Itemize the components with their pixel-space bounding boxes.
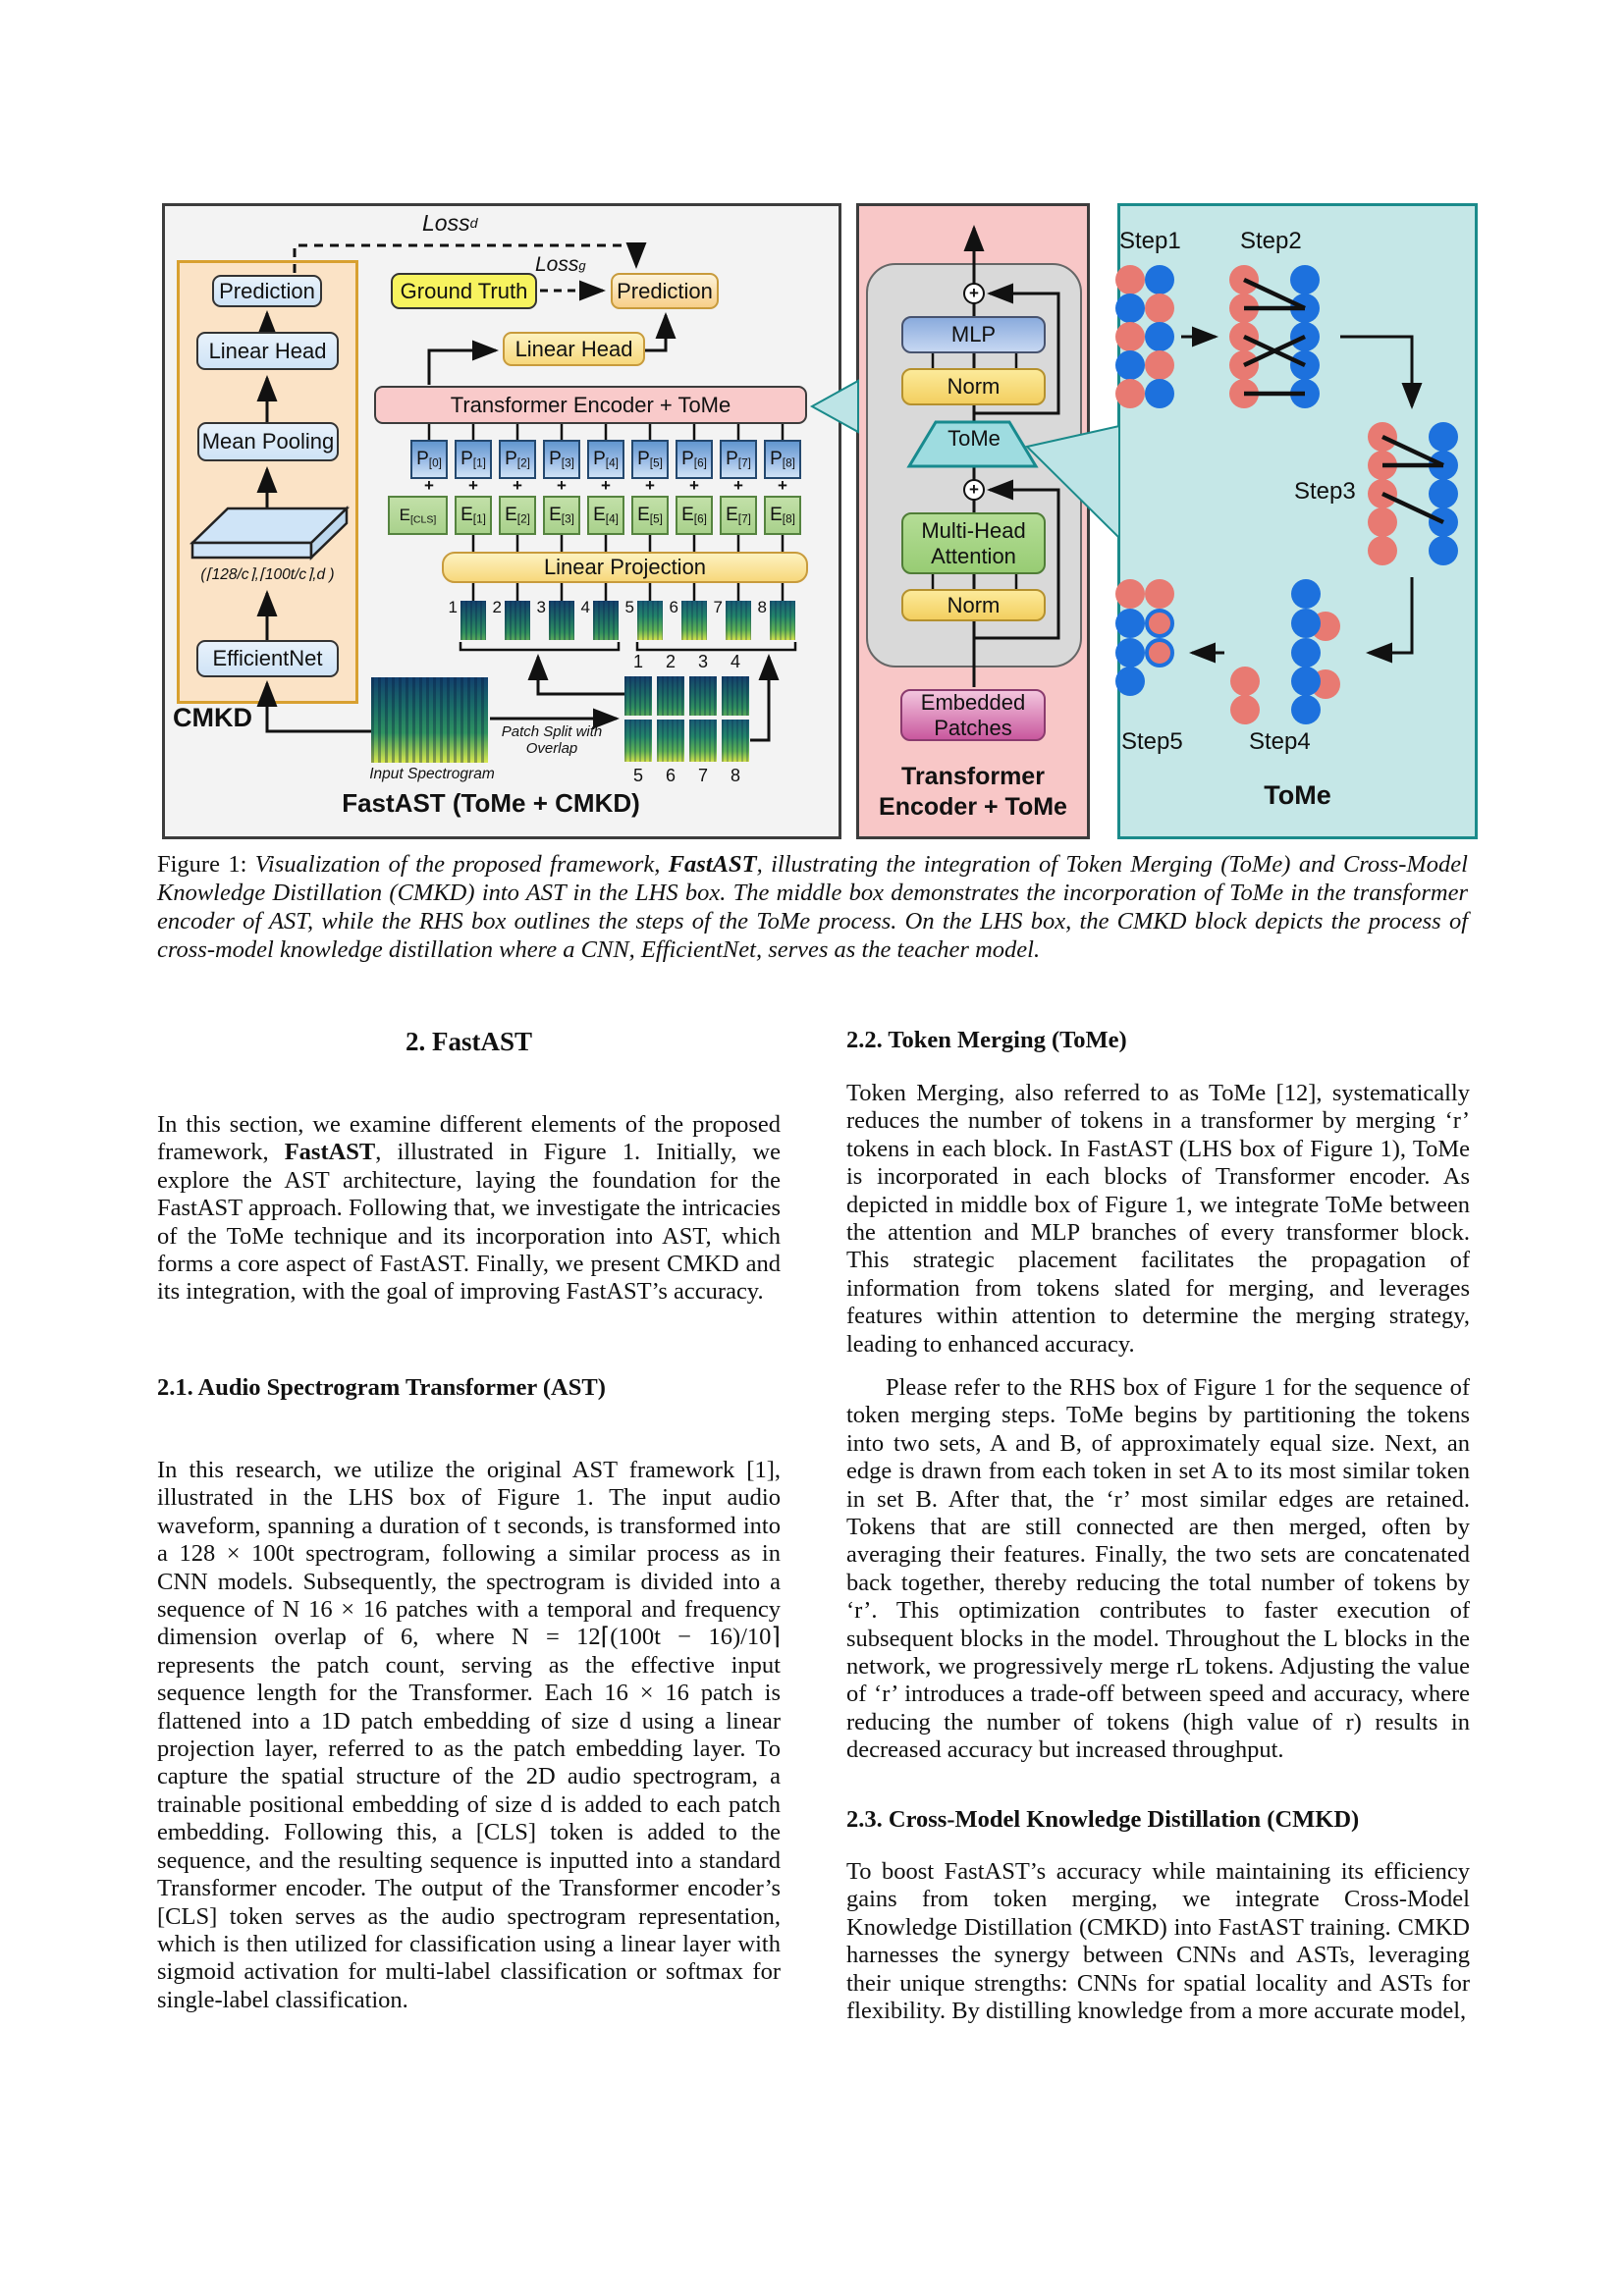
patch-thumbnail bbox=[637, 601, 663, 640]
token-dot bbox=[1115, 350, 1145, 380]
grid-cell bbox=[657, 720, 684, 762]
token-dot bbox=[1145, 265, 1174, 294]
patch-number: 2 bbox=[492, 598, 502, 616]
token-dot bbox=[1229, 322, 1259, 351]
step-label: Step1 bbox=[1119, 228, 1181, 254]
patch-number: 7 bbox=[713, 598, 723, 616]
cmkd-box bbox=[177, 260, 358, 704]
token-dot bbox=[1115, 667, 1145, 696]
figure-caption: Figure 1: Visualization of the proposed framework, FastAST, illustrating the integration of Token Merging (ToMe) and Cross-Model Knowledge Distillation (CMKD) into AST in the LHS box. The middle box demonstrates the incorporation of ToMe in the transformer encoder of AST, while the RHS box outlines the steps of the ToMe process. On the LHS box, the CMKD block depicts the process of cross-model knowledge distillation where a CNN, EfficientNet, serves as the teacher model. bbox=[157, 851, 1468, 963]
grid-number-top: 3 bbox=[697, 652, 708, 671]
loss-d-label: Loss d bbox=[422, 210, 478, 236]
token-dot bbox=[1291, 638, 1321, 667]
grid-number-top: 1 bbox=[632, 652, 643, 671]
section-2-heading: 2. FastAST bbox=[405, 1027, 532, 1056]
section-2-2-para1: Token Merging, also referred to as ToMe [12], systematically reduces the number of tokens in a transformer by merging ‘r’ tokens in each block. In FastAST (LHS box of Figure 1), ToMe is incorporated in each blocks of Transformer encoder. As depicted in middle box of Figure 1, we integrate ToMe between the attention and MLP branches of every transformer block. This strategic placement facilitates the propagation of information from tokens slated for merging, and leverages features within attention to determine the merging strategy, leading to enhanced accuracy. bbox=[846, 1080, 1470, 1358]
patch-number: 6 bbox=[669, 598, 678, 616]
token-dot bbox=[1229, 265, 1259, 294]
token-dot bbox=[1145, 294, 1174, 323]
emb-token: E[3] bbox=[543, 496, 580, 535]
emb-token: E[CLS] bbox=[388, 496, 448, 535]
linear-head-box: Linear Head bbox=[503, 332, 645, 366]
pos-token: P[0] bbox=[410, 440, 448, 479]
token-dot bbox=[1115, 638, 1145, 667]
patch-number: 4 bbox=[580, 598, 590, 616]
token-dot bbox=[1145, 638, 1174, 667]
grid-cell bbox=[624, 676, 652, 716]
token-dot bbox=[1291, 667, 1321, 696]
ground-truth-box: Ground Truth bbox=[391, 273, 537, 309]
grid-cell bbox=[624, 720, 652, 762]
grid-number-top: 4 bbox=[730, 652, 740, 671]
token-dot bbox=[1290, 322, 1320, 351]
token-dot bbox=[1229, 379, 1259, 408]
cmkd-label: CMKD bbox=[173, 703, 252, 732]
norm-bottom-box: Norm bbox=[901, 589, 1046, 621]
plus-sign: + bbox=[778, 476, 787, 495]
token-dot bbox=[1368, 536, 1397, 565]
pos-token: P[8] bbox=[764, 440, 801, 479]
token-dot bbox=[1368, 451, 1397, 480]
emb-token: E[4] bbox=[587, 496, 624, 535]
token-dot bbox=[1290, 350, 1320, 380]
token-dot bbox=[1115, 322, 1145, 351]
cmkd-prediction-box: Prediction bbox=[212, 275, 322, 307]
token-dot bbox=[1145, 379, 1174, 408]
feature-map-slab bbox=[187, 506, 353, 562]
grid-cell bbox=[657, 676, 684, 716]
rhs-title: ToMe bbox=[1264, 780, 1331, 810]
patch-thumbnail bbox=[681, 601, 707, 640]
pos-token: P[4] bbox=[587, 440, 624, 479]
token-dot bbox=[1230, 695, 1260, 724]
token-dot bbox=[1368, 507, 1397, 537]
grid-cell bbox=[722, 720, 749, 762]
token-dot bbox=[1115, 265, 1145, 294]
grid-number-bottom: 5 bbox=[632, 766, 643, 785]
patch-number: 1 bbox=[448, 598, 458, 616]
patch-thumbnail bbox=[770, 601, 795, 640]
lhs-title: FastAST (ToMe + CMKD) bbox=[342, 788, 640, 818]
token-dot bbox=[1230, 667, 1260, 696]
emb-token: E[6] bbox=[676, 496, 713, 535]
cmkd-mean-pooling-box: Mean Pooling bbox=[197, 422, 339, 461]
token-dot bbox=[1429, 422, 1458, 452]
loss-g-label: Loss g bbox=[535, 253, 586, 276]
input-spectrogram-label: Input Spectrogram bbox=[369, 766, 495, 782]
emb-token: E[2] bbox=[499, 496, 536, 535]
plus-sign: + bbox=[513, 476, 522, 495]
step-label: Step5 bbox=[1121, 728, 1183, 755]
pos-token: P[7] bbox=[720, 440, 757, 479]
plus-sign: + bbox=[424, 476, 434, 495]
token-dot bbox=[1145, 579, 1174, 609]
token-dot bbox=[1429, 479, 1458, 508]
token-dot bbox=[1290, 379, 1320, 408]
efficientnet-box: EfficientNet bbox=[196, 640, 339, 677]
mlp-box: MLP bbox=[901, 316, 1046, 353]
residual-add-bottom-icon: + bbox=[963, 479, 985, 501]
prediction-box: Prediction bbox=[611, 273, 719, 309]
plus-sign: + bbox=[557, 476, 567, 495]
cmkd-tensor-shape-label: (⌈128/c⌉,⌈100t/c⌉,d ) bbox=[200, 566, 335, 583]
step-label: Step3 bbox=[1294, 478, 1356, 505]
plus-sign: + bbox=[689, 476, 699, 495]
embedded-patches-box: Embedded Patches bbox=[900, 689, 1046, 741]
patch-number: 8 bbox=[757, 598, 767, 616]
token-dot bbox=[1115, 609, 1145, 638]
grid-cell bbox=[722, 676, 749, 716]
plus-sign: + bbox=[733, 476, 743, 495]
token-dot bbox=[1145, 350, 1174, 380]
token-dot bbox=[1115, 379, 1145, 408]
patch-number: 5 bbox=[624, 598, 634, 616]
emb-token: E[7] bbox=[720, 496, 757, 535]
emb-token: E[1] bbox=[455, 496, 492, 535]
section-2-3-heading: 2.3. Cross-Model Knowledge Distillation (CMKD) bbox=[846, 1806, 1360, 1833]
token-dot bbox=[1291, 695, 1321, 724]
patch-number: 3 bbox=[536, 598, 546, 616]
emb-token: E[5] bbox=[631, 496, 669, 535]
patch-split-label: Patch Split with Overlap bbox=[501, 723, 603, 757]
step-label: Step4 bbox=[1249, 728, 1311, 755]
token-dot bbox=[1429, 507, 1458, 537]
patch-thumbnail bbox=[505, 601, 530, 640]
pos-token: P[6] bbox=[676, 440, 713, 479]
token-dot bbox=[1368, 422, 1397, 452]
plus-sign: + bbox=[601, 476, 611, 495]
section-2-2-para2: Please refer to the RHS box of Figure 1 for the sequence of token merging steps. ToMe begins by partitioning the tokens into two sets, A and B, of approximately equal size. Next, an edge is drawn from each token in set A to its most similar token in set B. After that, the ‘r’ most similar edges are retained. Tokens that are still connected are then merged, often by averaging their features. Finally, the two sets are concatenated back together, thereby reducing the total number of tokens by ‘r’. This optimization contributes to faster execution of subsequent blocks in the model. Throughout the L blocks in the network, we progressively merge rL tokens. Adjusting the value of ‘r’ introduces a trade-off between speed and accuracy, where reducing the number of tokens (high value of r) results in decreased accuracy but increased throughput. bbox=[846, 1374, 1470, 1764]
tome-trapezoid-label: ToMe bbox=[947, 426, 1001, 451]
pos-token: P[1] bbox=[455, 440, 492, 479]
token-dot bbox=[1145, 322, 1174, 351]
token-dot bbox=[1291, 579, 1321, 609]
section-2-intro: In this section, we examine different elements of the proposed framework, FastAST, illustrated in Figure 1. Initially, we explore the AST architecture, laying the foundation for the FastAST approach. Following that, we investigate the intricacies of the ToMe technique and its incorporation into AST, which forms a core aspect of FastAST. Finally, we present CMKD and its integration, with the goal of improving FastAST’s accuracy. bbox=[157, 1111, 781, 1306]
plus-sign: + bbox=[645, 476, 655, 495]
patch-thumbnail bbox=[549, 601, 574, 640]
section-2-3-body: To boost FastAST’s accuracy while maintaining its efficiency gains from token merging, we integrate Cross-Model Knowledge Distillation (CMKD) into FastAST training. CMKD harnesses the synergy between CNNs and ASTs, leveraging their unique strengths: CNNs for spatial locality and ASTs for flexibility. By distilling knowledge from a more accurate model, bbox=[846, 1858, 1470, 2025]
token-dot bbox=[1145, 609, 1174, 638]
token-dot bbox=[1229, 350, 1259, 380]
token-dot bbox=[1429, 451, 1458, 480]
token-dot bbox=[1229, 294, 1259, 323]
norm-top-box: Norm bbox=[901, 368, 1046, 405]
linear-projection-bar: Linear Projection bbox=[442, 552, 808, 583]
grid-number-bottom: 7 bbox=[697, 766, 708, 785]
grid-cell bbox=[689, 676, 717, 716]
grid-number-bottom: 6 bbox=[665, 766, 676, 785]
patch-thumbnail bbox=[460, 601, 486, 640]
plus-sign: + bbox=[468, 476, 478, 495]
section-2-1-body: In this research, we utilize the original AST framework [1], illustrated in the LHS box of Figure 1. The input audio waveform, spanning a duration of t seconds, is transformed into a 128 × 100t spectrogram, following a similar process as in CNN models. Subsequently, the spectrogram is divided into a sequence of N 16 × 16 patches with a temporal and frequency dimension overlap of 6, where N = 12⌈(100t − 16)/10⌉ represents the patch count, serving as the effective input sequence length for the Transformer. Each 16 × 16 patch is flattened into a 1D patch embedding of size d using a linear projection layer, referred to as the patch embedding layer. To capture the spatial structure of the 2D audio spectrogram, a trainable positional embedding of size d is added to each patch embedding. Following this, a [CLS] token is added to the sequence, and the resulting sequence is inputted into a standard Transformer encoder. The output of the Transformer encoder’s [CLS] token serves as the audio spectrogram representation, which is then utilized for classification using a linear layer with sigmoid activation for multi-label classification or softmax for single-label classification. bbox=[157, 1457, 781, 2013]
transformer-encoder-bar: Transformer Encoder + ToMe bbox=[374, 386, 807, 424]
token-dot bbox=[1368, 479, 1397, 508]
attention-box: Multi-Head Attention bbox=[901, 512, 1046, 574]
cmkd-linear-head-box: Linear Head bbox=[196, 332, 339, 370]
section-2-2-heading: 2.2. Token Merging (ToMe) bbox=[846, 1027, 1127, 1053]
token-dot bbox=[1429, 536, 1458, 565]
grid-cell bbox=[689, 720, 717, 762]
token-dot bbox=[1115, 294, 1145, 323]
token-dot bbox=[1291, 609, 1321, 638]
residual-add-top-icon: + bbox=[963, 283, 985, 304]
middle-title: Transformer Encoder + ToMe bbox=[879, 763, 1067, 821]
patch-thumbnail bbox=[726, 601, 751, 640]
pos-token: P[2] bbox=[499, 440, 536, 479]
step-label: Step2 bbox=[1240, 228, 1302, 254]
grid-number-bottom: 8 bbox=[730, 766, 740, 785]
pos-token: P[5] bbox=[631, 440, 669, 479]
input-spectrogram-image bbox=[371, 677, 488, 763]
grid-number-top: 2 bbox=[665, 652, 676, 671]
section-2-1-heading: 2.1. Audio Spectrogram Transformer (AST) bbox=[157, 1374, 606, 1401]
token-dot bbox=[1115, 579, 1145, 609]
emb-token: E[8] bbox=[764, 496, 801, 535]
token-dot bbox=[1290, 265, 1320, 294]
pos-token: P[3] bbox=[543, 440, 580, 479]
patch-thumbnail bbox=[593, 601, 619, 640]
token-dot bbox=[1290, 294, 1320, 323]
